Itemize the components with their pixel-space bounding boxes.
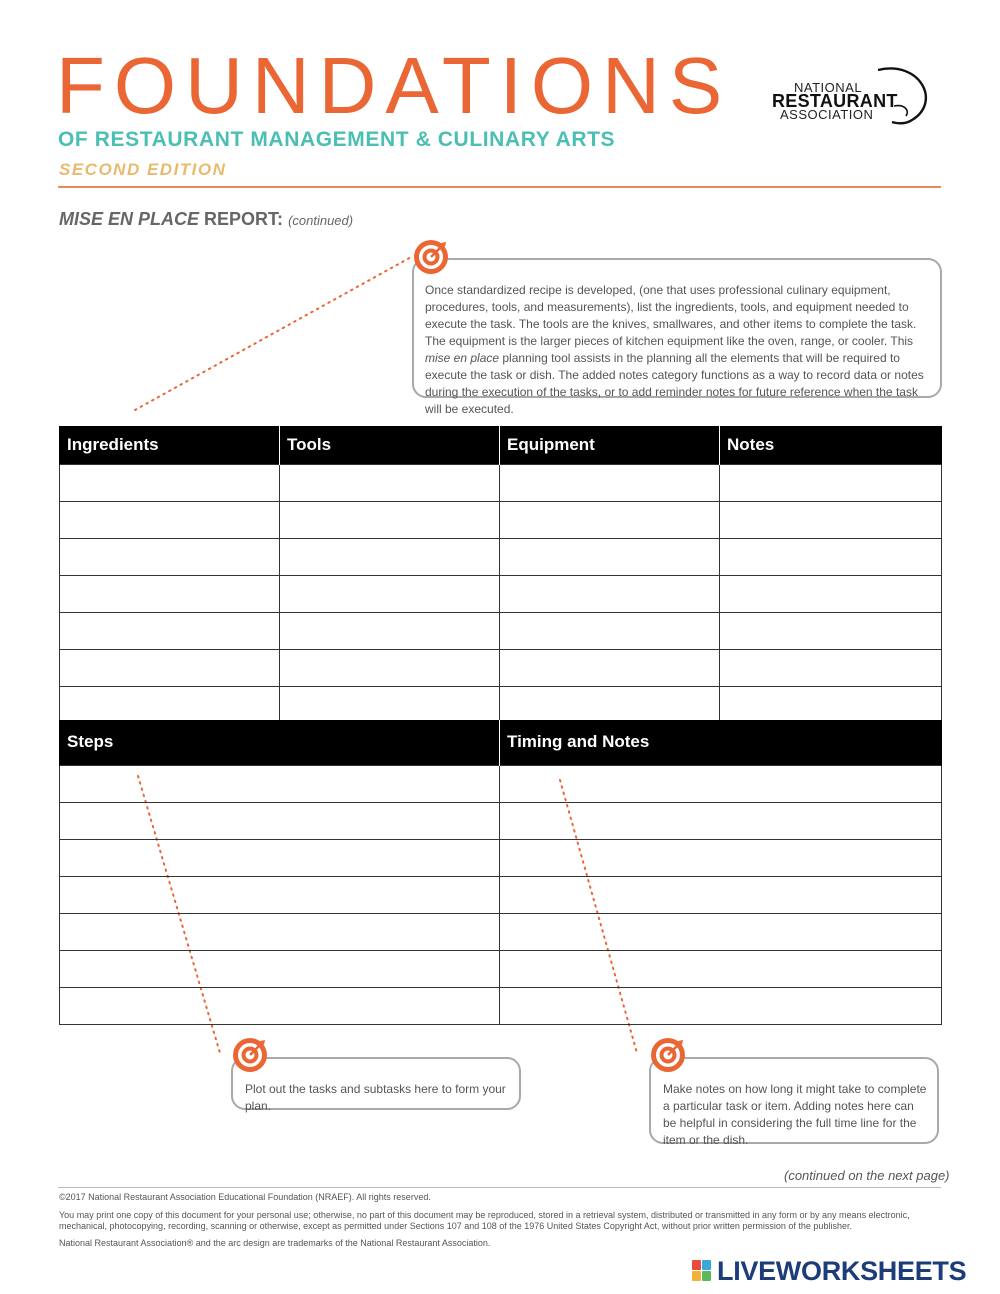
copyright-text: ©2017 National Restaurant Association Educational Foundation (NRAEF). All rights reserved.: [59, 1192, 431, 1202]
equipment-cell[interactable]: [500, 464, 720, 501]
logo-line-national: NATIONAL: [794, 80, 863, 95]
blocks-icon: [692, 1260, 712, 1282]
continued-next-page: (continued on the next page): [784, 1168, 950, 1183]
callout-main-italic: mise en place: [425, 351, 500, 365]
callout-steps-text: Plot out the tasks and subtasks here to form your plan.: [245, 1082, 506, 1113]
target-icon: [231, 1036, 269, 1074]
header-steps: Steps: [60, 720, 500, 765]
steps-cell[interactable]: [60, 950, 500, 987]
logo-line-restaurant: RESTAURANT: [772, 91, 898, 111]
ingredients-cell[interactable]: [60, 464, 280, 501]
timing-cell[interactable]: [500, 913, 942, 950]
callout-main-text-1: Once standardized recipe is developed, (one that uses professional culinary equipment, procedures, tools, and measurements), list the ingredients, tools, and equipment needed to execute the task. The tools are the knives, smallwares, and other items to complete the task. The equipment is the larger pieces of kitchen equipment like the oven, range, or cooler. This: [425, 283, 917, 348]
timing-cell[interactable]: [500, 987, 942, 1024]
ingredients-cell[interactable]: [60, 501, 280, 538]
ingredients-cell[interactable]: [60, 538, 280, 575]
report-title-italic: MISE EN PLACE: [59, 209, 200, 229]
steps-cell[interactable]: [60, 876, 500, 913]
table-row: [60, 913, 942, 950]
notes-cell[interactable]: [720, 649, 942, 686]
equipment-cell[interactable]: [500, 686, 720, 723]
table-row: [60, 950, 942, 987]
page-subtitle: OF RESTAURANT MANAGEMENT & CULINARY ARTS: [58, 128, 616, 151]
target-icon: [649, 1036, 687, 1074]
ingredients-cell[interactable]: [60, 649, 280, 686]
header-ingredients: Ingredients: [60, 426, 280, 464]
equipment-cell[interactable]: [500, 501, 720, 538]
tools-cell[interactable]: [280, 649, 500, 686]
tools-cell[interactable]: [280, 538, 500, 575]
logo-line-association: ASSOCIATION: [780, 107, 874, 122]
callout-steps: [231, 1057, 521, 1113]
table-row: [60, 464, 942, 501]
steps-cell[interactable]: [60, 913, 500, 950]
table-row: [60, 802, 942, 839]
table-row: [60, 839, 942, 876]
header-tools: Tools: [280, 426, 500, 464]
notes-cell[interactable]: [720, 686, 942, 723]
permission-text: You may print one copy of this document for your personal use; otherwise, no part of this document may be reproduced, stored in a retrieval system, distributed or transmitted in any form or by any means electronic, mechanical, photocopying, recording, scanning or otherwise, except as permitted under Sections 107 and 108 of the 1976 United States Copyright Act, without prior written permission of the publisher.: [59, 1210, 910, 1231]
target-icon: [412, 238, 450, 276]
footer-divider: [58, 1187, 941, 1188]
table-row: [60, 876, 942, 913]
notes-cell[interactable]: [720, 612, 942, 649]
table-row: [60, 649, 942, 686]
table-row: [60, 765, 942, 802]
table-row: [60, 575, 942, 612]
notes-cell[interactable]: [720, 538, 942, 575]
notes-cell[interactable]: [720, 464, 942, 501]
callout-main-text-2: planning tool assists in the planning all the elements that will be required to execute the task or dish. The added notes category functions as a way to record data or notes during the execution of the tasks, or to add reminder notes for future reference when the task will be executed.: [425, 351, 924, 416]
edition-label: SECOND EDITION: [59, 160, 227, 179]
page-title: FOUNDATIONS: [56, 41, 732, 130]
tools-cell[interactable]: [280, 575, 500, 612]
tools-cell[interactable]: [280, 686, 500, 723]
report-title: [59, 209, 353, 230]
trademark-text: National Restaurant Association® and the arc design are trademarks of the National Restaurant Association.: [59, 1238, 491, 1248]
liveworksheets-logo: [692, 1257, 992, 1287]
table-row: [60, 612, 942, 649]
timing-cell[interactable]: [500, 802, 942, 839]
header-notes: Notes: [720, 426, 942, 464]
timing-cell[interactable]: [500, 765, 942, 802]
equipment-cell[interactable]: [500, 538, 720, 575]
table-row: [60, 501, 942, 538]
report-continued: (continued): [288, 213, 354, 228]
equipment-cell[interactable]: [500, 575, 720, 612]
tools-cell[interactable]: [280, 464, 500, 501]
steps-cell[interactable]: [60, 802, 500, 839]
ingredients-cell[interactable]: [60, 575, 280, 612]
timing-cell[interactable]: [500, 839, 942, 876]
report-title-rest: REPORT:: [199, 209, 284, 229]
timing-cell[interactable]: [500, 950, 942, 987]
liveworksheets-wordmark: LIVEWORKSHEETS: [717, 1256, 967, 1286]
steps-cell[interactable]: [60, 839, 500, 876]
ingredients-table: [59, 426, 942, 724]
callout-timing: [649, 1057, 939, 1147]
table-row: [60, 987, 942, 1024]
tools-cell[interactable]: [280, 501, 500, 538]
callout-instructions: [412, 258, 942, 416]
equipment-cell[interactable]: [500, 649, 720, 686]
header-equipment: Equipment: [500, 426, 720, 464]
callout-timing-text: Make notes on how long it might take to complete a particular task or item. Adding notes here can be helpful in considering the full time line for the item or the dish.: [663, 1082, 927, 1147]
ingredients-cell[interactable]: [60, 686, 280, 723]
steps-table: [59, 720, 942, 1025]
tools-cell[interactable]: [280, 612, 500, 649]
table-row: [60, 686, 942, 723]
notes-cell[interactable]: [720, 575, 942, 612]
header-timing-notes: Timing and Notes: [500, 720, 942, 765]
equipment-cell[interactable]: [500, 612, 720, 649]
notes-cell[interactable]: [720, 501, 942, 538]
steps-cell[interactable]: [60, 765, 500, 802]
timing-cell[interactable]: [500, 876, 942, 913]
ingredients-cell[interactable]: [60, 612, 280, 649]
table-row: [60, 538, 942, 575]
header-divider: [58, 186, 941, 188]
nra-logo: [770, 62, 930, 130]
steps-cell[interactable]: [60, 987, 500, 1024]
